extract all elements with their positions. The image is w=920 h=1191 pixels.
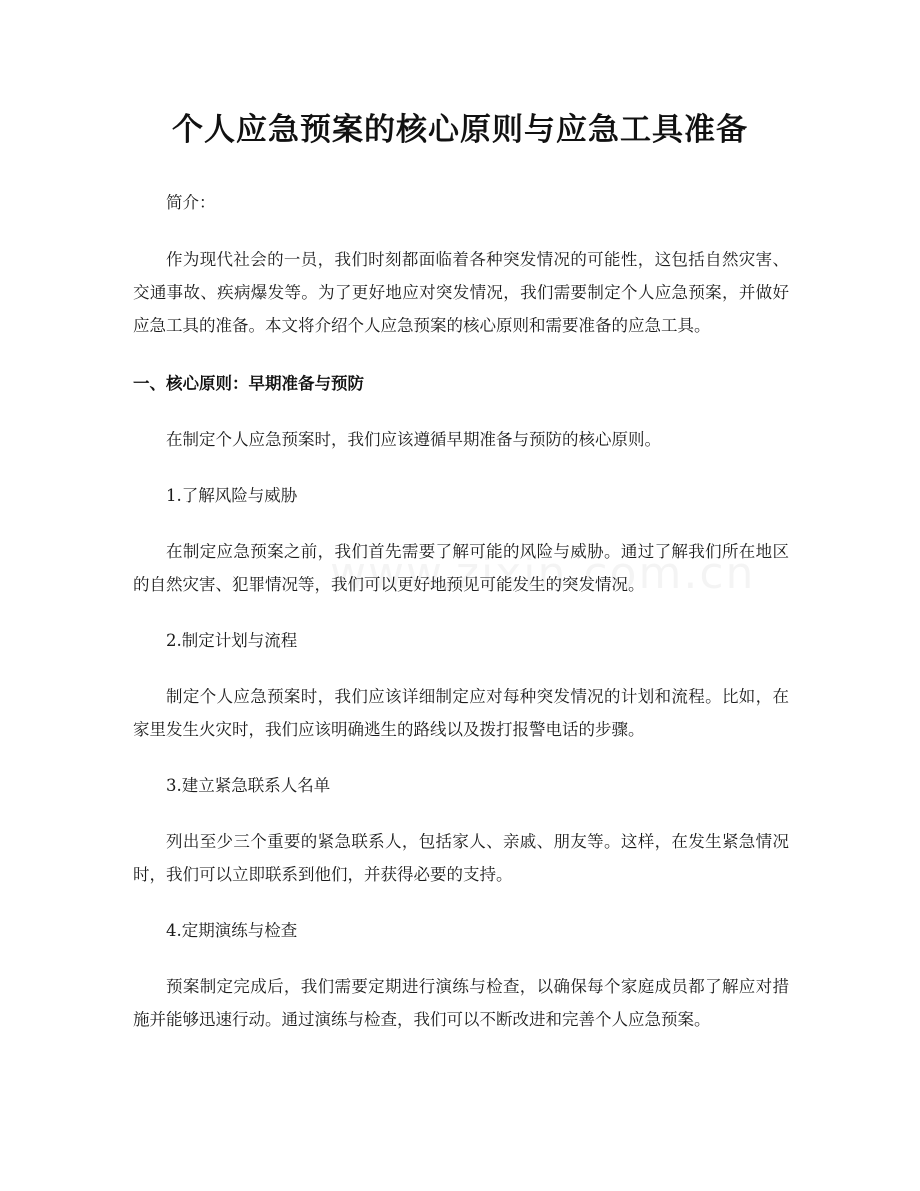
item-paragraph-2: 制定个人应急预案时，我们应该详细制定应对每种突发情况的计划和流程。比如，在家里发生火灾时，我们应该明确逃生的路线以及拨打报警电话的步骤。 bbox=[133, 687, 789, 739]
intro-label: 简介： bbox=[166, 193, 216, 212]
item-paragraph-3: 列出至少三个重要的紧急联系人，包括家人、亲戚、朋友等。这样，在发生紧急情况时，我们可以立即联系到他们，并获得必要的支持。 bbox=[133, 832, 789, 884]
item-label-3: 3.建立紧急联系人名单 bbox=[166, 776, 331, 795]
section-lead-paragraph: 在制定个人应急预案时，我们应该遵循早期准备与预防的核心原则。 bbox=[166, 430, 661, 449]
section-heading: 一、核心原则：早期准备与预防 bbox=[133, 374, 364, 393]
document-title: 个人应急预案的核心原则与应急工具准备 bbox=[172, 112, 748, 148]
item-label-1: 1.了解风险与威胁 bbox=[166, 486, 298, 505]
item-paragraph-4: 预案制定完成后，我们需要定期进行演练与检查，以确保每个家庭成员都了解应对措施并能够迅速行动。通过演练与检查，我们可以不断改进和完善个人应急预案。 bbox=[133, 977, 789, 1029]
item-label-2: 2.制定计划与流程 bbox=[166, 631, 298, 650]
item-label-4: 4.定期演练与检查 bbox=[166, 921, 298, 940]
document-body bbox=[133, 186, 789, 1036]
item-paragraph-1: 在制定应急预案之前，我们首先需要了解可能的风险与威胁。通过了解我们所在地区的自然灾害、犯罪情况等，我们可以更好地预见可能发生的突发情况。 bbox=[133, 542, 789, 594]
intro-paragraph: 作为现代社会的一员，我们时刻都面临着各种突发情况的可能性，这包括自然灾害、交通事故、疾病爆发等。为了更好地应对突发情况，我们需要制定个人应急预案，并做好应急工具的准备。本文将介绍个人应急预案的核心原则和需要准备的应急工具。 bbox=[133, 250, 789, 335]
